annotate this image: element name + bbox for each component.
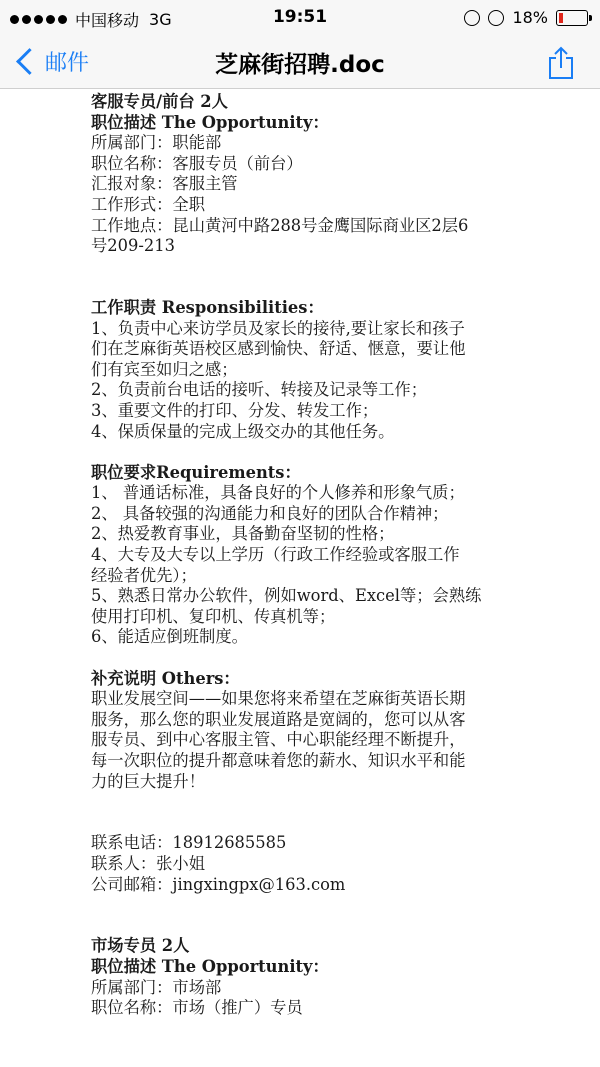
share-icon: [546, 46, 576, 80]
document-line: 职位名称：客服专员（前台）: [91, 153, 303, 173]
section-heading: 客服专员/前台 2人: [91, 92, 228, 111]
document-line: 所属部门：职能部: [91, 133, 222, 153]
blank-line: [91, 813, 551, 834]
section-heading: 补充说明 Others：: [91, 668, 240, 688]
blank-line: [91, 257, 551, 278]
document-line: 2、负责前台电话的接听、转接及记录等工作；: [91, 380, 427, 400]
back-button-label: 邮件: [45, 51, 90, 76]
page-title: 芝麻街招聘.doc: [215, 52, 385, 78]
document-line: 2、 具备较强的沟通能力和良好的团队合作精神；: [91, 503, 449, 523]
document-body: [91, 92, 551, 1019]
document-line: 2、热爱教育事业，具备勤奋坚韧的性格；: [91, 524, 395, 544]
document-line: 号209-213: [91, 236, 175, 256]
document-line: 职位名称：市场（推广）专员: [91, 998, 303, 1018]
carrier-name: 中国移动: [75, 11, 140, 30]
document-line: 联系电话：18912685585: [91, 833, 287, 853]
document-line: 6、能适应倒班制度。: [91, 627, 248, 647]
document-line: 4、保质保量的完成上级交办的其他任务。: [91, 421, 395, 441]
section-heading: 职位描述 The Opportunity：: [91, 956, 329, 976]
status-time: 19:51: [272, 7, 328, 27]
blank-line: [91, 792, 551, 813]
status-right: [464, 8, 588, 27]
document-line: 工作形式：全职: [91, 194, 205, 214]
blank-line: [91, 895, 551, 916]
document-line: 5、熟悉日常办公软件，例如word、Excel等；会熟练: [91, 586, 482, 606]
network-type: 3G: [149, 10, 172, 29]
document-line: 汇报对象：客服主管: [91, 174, 238, 194]
blank-line: [91, 277, 551, 298]
orientation-lock-icon: [464, 10, 480, 26]
document-line: 公司邮箱：jingxingpx@163.com: [91, 874, 346, 894]
battery-icon: [556, 10, 588, 26]
document-line: 所属部门：市场部: [91, 977, 222, 997]
document-line: 3、重要文件的打印、分发、转发工作；: [91, 400, 379, 420]
document-line: 经验者优先）；: [91, 565, 197, 585]
status-bar: [0, 0, 600, 36]
document-line: 使用打印机、复印机、传真机等；: [91, 606, 336, 626]
document-line: 们在芝麻街英语校区感到愉快、舒适、惬意，要让他: [91, 339, 466, 359]
alarm-icon: [488, 10, 504, 26]
section-heading: 职位要求Requirements：: [91, 462, 301, 482]
document-line: 联系人：张小姐: [91, 853, 205, 873]
document-line: 1、负责中心来访学员及家长的接待,要让家长和孩子: [91, 318, 465, 338]
document-line: 服专员、到中心客服主管、中心职能经理不断提升，: [91, 730, 466, 750]
document-line: 们有宾至如归之感；: [91, 359, 238, 379]
battery-percent: 18%: [512, 8, 548, 27]
blank-line: [91, 916, 551, 937]
document-line: 1、 普通话标准，具备良好的个人修养和形象气质；: [91, 483, 465, 503]
section-heading: 工作职责 Responsibilities：: [91, 297, 324, 317]
document-line: 服务，那么您的职业发展道路是宽阔的，您可以从客: [91, 709, 466, 729]
document-line: 每一次职位的提升都意味着您的薪水、知识水平和能: [91, 751, 466, 770]
document-line: 工作地点：昆山黄河中路288号金鹰国际商业区2层6: [91, 215, 469, 235]
section-heading: 职位描述 The Opportunity：: [91, 112, 329, 132]
navigation-bar: [0, 36, 600, 89]
blank-line: [91, 442, 551, 463]
document-line: 4、大专及大专以上学历（行政工作经验或客服工作: [91, 545, 460, 565]
document-line: 力的巨大提升！: [91, 771, 205, 791]
section-heading: 市场专员 2人: [91, 936, 190, 956]
blank-line: [91, 648, 551, 669]
share-button[interactable]: [546, 46, 576, 78]
document-line: 职业发展空间——如果您将来希望在芝麻街英语长期: [91, 689, 466, 709]
